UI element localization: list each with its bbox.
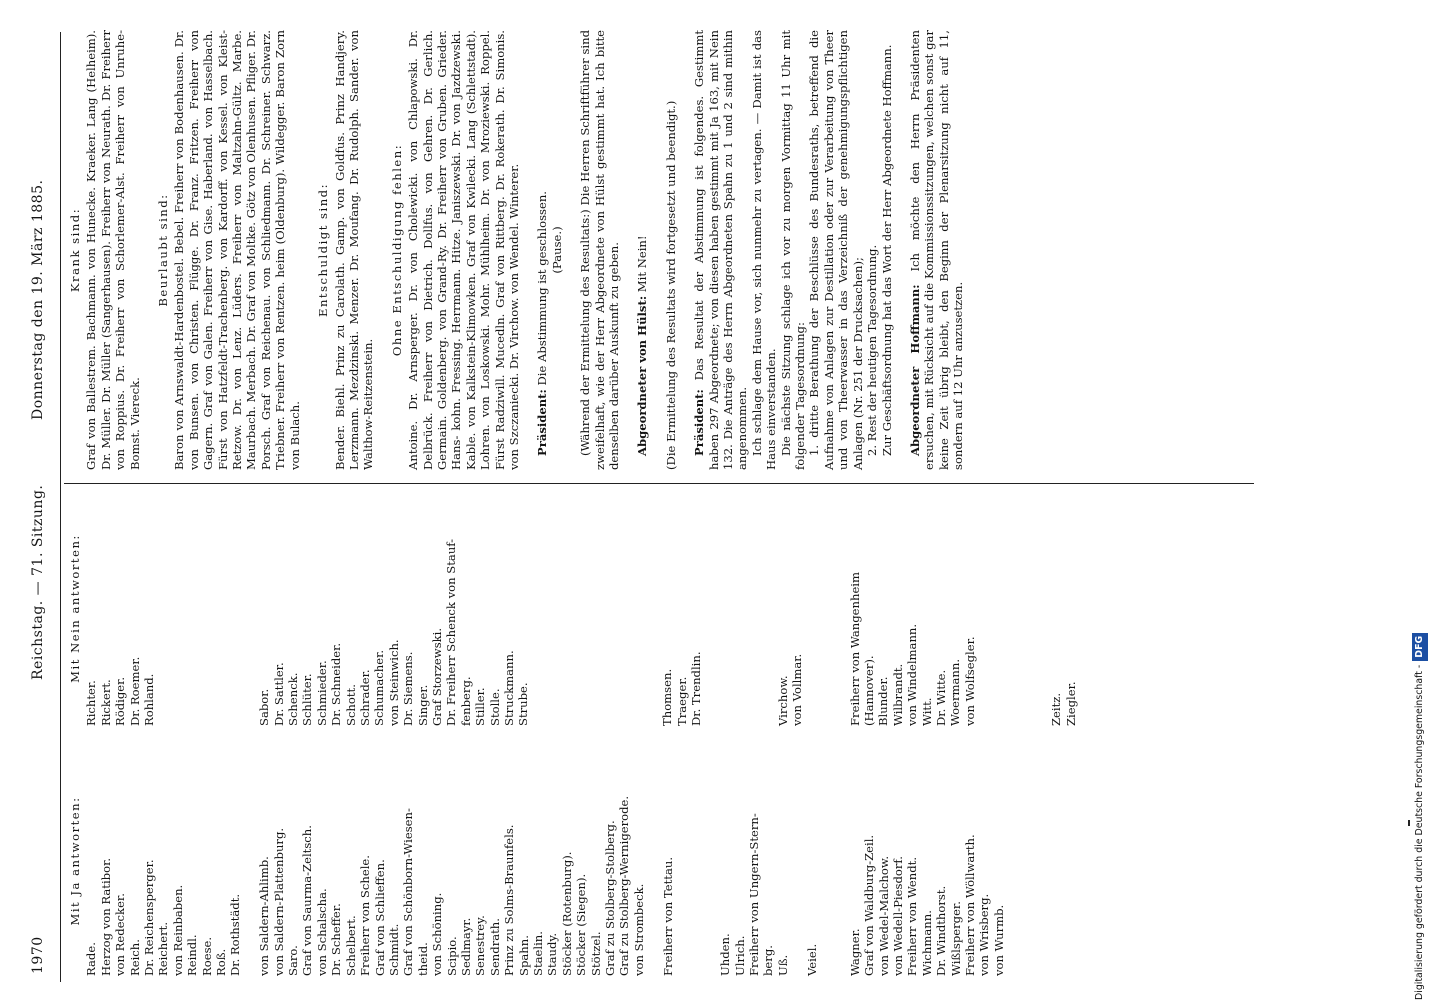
ja-name: Dr. Rothstädt. xyxy=(228,893,243,976)
nein-name: (Hannover). xyxy=(861,655,876,726)
nein-name xyxy=(214,491,228,726)
ja-name: von Reinbaben. xyxy=(170,884,185,976)
ohne-text: Antoine. Dr. Arnsperger. Dr. von Cholewicki. von Chlapowski. Dr. Delbrück. Freiherr von Dietrich. Dollfus. von Gehren. Dr. Gerlich. Germain. Goldenberg. von Grand-Ry. Dr. Freiherr von Gruben. Grieder. Hans- kohn. Fressing. Herrmann. Hitze. Janiszewski. Dr. von Jazdzewski. Kable. von Kalkstein-Klimowken. Graf von Kwilecki. Lang (Schlettstadt). Lohren. von Loskowski. Mohr. Mühlheim. Dr. von Mroziewski. Roppel. Fürst Radziwill. Mucedln. Graf von Rittberg. Dr. Rokerath. Dr. Simonis. von Szczaniecki. Dr. Virchow. von Wendel. Winterer. xyxy=(406,30,521,470)
nein-list xyxy=(84,491,1078,726)
nein-name: von Wolfsegler. xyxy=(962,636,977,726)
nein-name xyxy=(617,491,631,726)
header-left: Reichstag. — 71. Sitzung. xyxy=(30,484,46,680)
nein-name xyxy=(632,491,646,726)
funding-note-text xyxy=(1412,620,1428,1000)
ja-name: theid. xyxy=(415,942,430,976)
ja-column xyxy=(68,746,1006,976)
nein-name: Blunder. xyxy=(876,676,891,726)
ja-name: Uhden. xyxy=(718,933,733,976)
nein-name xyxy=(243,491,257,726)
beurlaubt-heading: Beurlaubt sind: xyxy=(156,193,171,307)
nein-name xyxy=(560,491,574,726)
ja-name: Schmidt. xyxy=(386,923,401,976)
nein-name xyxy=(977,491,991,726)
ja-name: Graf zu Stolberg-Wernigerode. xyxy=(617,795,632,976)
ja-name: Reichert. xyxy=(156,921,171,976)
ja-name: Sedlmayr. xyxy=(458,917,473,976)
nein-name: Ziegler. xyxy=(1063,681,1078,726)
ja-name: Prinz zu Solms-Braunfels. xyxy=(502,824,517,976)
ja-name: Graf von Schönborn-Wiesen- xyxy=(401,808,416,976)
nein-name: Strube. xyxy=(516,682,531,726)
ja-name: Schelbert. xyxy=(343,915,358,976)
header-rule xyxy=(60,32,61,982)
nein-name: Dr. Witte. xyxy=(934,669,948,726)
ja-name: Spahn. xyxy=(516,935,531,976)
nein-name: Schmieder. xyxy=(314,660,329,726)
nein-name: Dr. Siemens. xyxy=(401,651,416,726)
nein-name xyxy=(228,491,242,726)
nein-name xyxy=(171,491,185,726)
ja-name: Graf von Schlieffen. xyxy=(372,859,387,976)
ja-name: Stöcker (Rotenburg). xyxy=(559,851,574,976)
nein-name xyxy=(732,491,746,726)
hoffmann-statement: Abgeordneter Hoffmann: Ich möchte den Herrn Präsidenten ersuchen, mit Rücksicht auf die Kommissionssitzungen, welchen sonst gar keine Zeit übrig bleibt, den Beginn der Plenarsitzung nicht auf 11, sondern auf 12 Uhr anzusetzen. xyxy=(907,30,966,470)
krank-heading: Krank sind: xyxy=(68,207,82,293)
ja-name: Freiherr von Wöllwarth. xyxy=(963,834,978,976)
ja-name: von Wrisberg. xyxy=(977,893,992,976)
nein-column xyxy=(68,491,1078,726)
nein-name: Graf Storzewski. xyxy=(430,627,445,726)
nein-name: Schott. xyxy=(343,684,358,726)
nein-name: Woermann. xyxy=(948,658,963,726)
ja-name: Dr. Windthorst. xyxy=(934,885,949,976)
nein-name: Virchow. xyxy=(775,675,790,726)
ja-name xyxy=(675,746,689,976)
nein-name: Sabor. xyxy=(257,688,272,726)
nein-name: Zeitz. xyxy=(1049,692,1064,726)
vertagung-proposal: Ich schlage dem Hause vor, sich nunmehr zu vertagen. — Damit ist das Haus einverstanden. xyxy=(749,30,779,470)
entschuldigt-heading: Entschuldigt sind: xyxy=(316,182,331,318)
nein-heading: Mit Nein antworten: xyxy=(68,534,82,683)
nein-name: Rödiger. xyxy=(113,676,128,726)
nein-name xyxy=(761,491,775,726)
ja-name xyxy=(704,746,718,976)
ja-name: berg. xyxy=(761,945,776,976)
ja-name: Sendrath. xyxy=(487,918,502,976)
agenda-item-1: 1. dritte Berathung der Beschlüsse des Bundesraths, betreffend die Aufnahme von Anlagen zur Destillation oder zur Verarbeitung von Theer und von Theerwasser in das Verzeichniß der genehmigungspflichtigen Anlagen (Nr. 251 der Drucksachen); xyxy=(807,30,865,470)
ja-name: von Saldern-Ahlimb. xyxy=(257,856,272,976)
nein-name: von Steinwich. xyxy=(386,639,401,726)
nein-name: von Windelmann. xyxy=(905,623,920,726)
nein-name xyxy=(718,491,732,726)
nein-name: Thomsen. xyxy=(660,668,675,726)
nein-name: Schenck. xyxy=(285,672,300,726)
next-session: Die nächste Sitzung schlage ich vor zu morgen Vormittag 11 Uhr mit folgender Tagesordnung: xyxy=(778,30,808,470)
nein-name: Dr. Trendlin. xyxy=(689,651,704,726)
ohne-heading: Ohne Entschuldigung fehlen: xyxy=(389,143,404,357)
ja-name xyxy=(833,746,847,976)
ja-name: von Strombeck. xyxy=(631,883,646,976)
ja-name: Graf von Saurma-Zeltsch. xyxy=(300,825,315,976)
ja-list xyxy=(84,746,1006,976)
nein-name: Schrader. xyxy=(358,669,373,726)
ja-name: von Schöning. xyxy=(430,892,445,976)
nein-name xyxy=(200,491,214,726)
ja-name xyxy=(689,746,703,976)
nein-name: Witt. xyxy=(919,697,934,726)
ja-name: Staelin. xyxy=(530,931,545,976)
nein-name xyxy=(531,491,545,726)
header-right: Donnerstag den 19. März 1885. xyxy=(30,179,46,420)
funding-text: Digitalisierung gefördert durch die Deutsche Forschungsgemeinschaft - xyxy=(1414,664,1425,1000)
ja-name xyxy=(243,746,257,976)
nein-name xyxy=(804,491,818,726)
nein-name: Traeger. xyxy=(674,676,689,726)
ja-name: Scipio. xyxy=(444,936,459,976)
krank-text: Graf von Ballestrem. Bachmann. von Hunecke. Kraeker. Lang (Helheim). Dr. Müller. Dr. Müller (Sangerhausen). Freiherr von Neurath. Dr. Freiherr von Roppius. Dr. Freiherr von Schorlemer-Alst. Freiherr von Unruhe-Bomst. Viereck. xyxy=(84,30,142,470)
nein-name: Dr. Schneider. xyxy=(329,642,344,726)
ja-name: Dr. Reichensperger. xyxy=(142,859,157,976)
nein-name xyxy=(992,491,1006,726)
ja-name: Wißlsperger. xyxy=(948,901,963,976)
ja-name: Stötzel. xyxy=(588,931,603,976)
ja-name: Wagner. xyxy=(847,928,862,976)
ja-heading: Mit Ja antworten: xyxy=(68,796,82,926)
dfg-logo: DFG xyxy=(1412,633,1428,661)
ja-name: Freiherr von Wendt. xyxy=(905,857,920,976)
ja-name xyxy=(819,746,833,976)
ja-name: Roß. xyxy=(214,948,229,976)
pause-note: (Pause.) xyxy=(549,226,564,274)
ja-name: Herzog von Ratibor. xyxy=(98,857,113,976)
ermittlung-note-2: (Die Ermittelung des Resultats wird fortgesetzt und beendigt.) xyxy=(663,100,678,470)
funding-note xyxy=(1412,620,1428,1000)
ja-name: Reich. xyxy=(127,939,142,976)
nein-name: fenberg. xyxy=(458,676,473,726)
ja-name: Graf von Waldburg-Zeil. xyxy=(862,834,877,976)
nein-name xyxy=(588,491,602,726)
nein-name xyxy=(1035,491,1049,726)
nein-name: Rickert. xyxy=(98,679,113,726)
nein-name xyxy=(819,491,833,726)
nein-name: Freiherr von Wangenheim xyxy=(847,571,862,726)
nein-name xyxy=(747,491,761,726)
nein-name: Stolle. xyxy=(487,688,502,726)
nein-name: Schlüter. xyxy=(300,673,315,726)
ja-name: von Wedel-Malchow. xyxy=(876,855,891,976)
praesident-statement-2: Präsident: Das Resultat der Abstimmung ist folgendes. Gestimmt haben 297 Abgeordnete; von diesen haben gestimmt mit Ja 163, mit Nein 132. Die Anträge des Herrn Abgeordneten Spahn zu 1 und 2 sind mithin angenommen. xyxy=(692,30,750,470)
praesident-statement-1: Präsident: Die Abstimmung ist geschlossen. xyxy=(535,191,550,456)
nein-name xyxy=(545,491,559,726)
ja-name: von Saldern-Plattenburg. xyxy=(271,827,286,976)
ja-name: Uß. xyxy=(775,954,790,976)
ja-name: Staudy. xyxy=(545,932,560,976)
ja-name: Roese. xyxy=(199,936,214,976)
ja-name: Wichmann. xyxy=(919,910,934,976)
nein-name: Singer. xyxy=(415,684,430,726)
nein-name: Schumacher. xyxy=(372,649,387,726)
nein-name xyxy=(646,491,660,726)
page-number: 1970 xyxy=(30,936,46,974)
nein-name: Stiller. xyxy=(473,687,488,726)
ja-name: Freiherr von Schele. xyxy=(358,855,373,976)
nein-name xyxy=(574,491,588,726)
ermittlung-note-1: (Während der Ermittelung des Resultats:) Die Herren Schriftführer sind zweifelhaft, wie der Herr Abgeordnete von Hülst gestimmt hat. Ich bitte denselben darüber Auskunft zu geben. xyxy=(578,30,621,470)
nein-name: Struckmann. xyxy=(502,650,517,726)
nein-name xyxy=(1020,491,1034,726)
nein-name xyxy=(185,491,199,726)
geschaeftsordnung: Zur Geschäftsordnung hat das Wort der Herr Abgeordnete Hoffmann. xyxy=(879,44,894,456)
margin-mark xyxy=(1408,820,1410,826)
entschuldigt-text: Bender. Biehl. Prinz zu Carolath. Gamp. von Goldfus. Prinz Handjery. Lerzmann. Mezdzinski. Menzer. Dr. Moufang. Dr. Rudolph. Sander. von Walthow-Reitzenstein. xyxy=(332,30,376,470)
ja-name: von Wurmb. xyxy=(991,904,1006,976)
nein-name xyxy=(1006,491,1020,726)
huelst-statement: Abgeordneter von Hülst: Mit Nein! xyxy=(635,235,650,456)
nein-name xyxy=(833,491,847,726)
ja-name: Stöcker (Siegen). xyxy=(574,873,589,976)
nein-name xyxy=(156,491,170,726)
agenda-item-2: 2. Rest der heutigen Tagesordnung. xyxy=(865,244,880,456)
nein-name: Wilbrandt. xyxy=(890,663,905,726)
nein-name: Richter. xyxy=(84,680,99,726)
ja-name: Senestrey. xyxy=(473,915,488,976)
ja-name: von Schalscha. xyxy=(314,888,329,976)
text-column xyxy=(68,30,966,470)
nein-name xyxy=(704,491,718,726)
nein-name xyxy=(603,491,617,726)
nein-name: Rohland. xyxy=(142,673,157,726)
ja-name: Graf zu Stolberg-Stolberg. xyxy=(603,820,618,976)
ja-name: Freiherr von Ungern-Stern- xyxy=(747,813,762,976)
ja-name: Reindl. xyxy=(185,934,200,976)
ja-name xyxy=(646,746,660,976)
nein-name: von Vollmar. xyxy=(789,653,804,726)
ja-name: Veiel. xyxy=(804,943,819,976)
page-header xyxy=(28,20,52,980)
beurlaubt-text: Baron von Arnswaldt-Hardenbostel. Bebel. Freiherr von Bodenhausen. Dr. von Bunsen. von Christen. Flügge. Dr. Franz. Fritzen. Freiherr von Gagern. Graf von Galen. Freiherr von Gise. Haberland. von Hasselbach. Fürst von Hatzfeldt-Trachenberg. von Kardorff. von Kessel. von Kleist-Retzow. Dr. von Lenz. Lüders. Freiherr von Maltzahn-Gültz. Marbe. Maurbach. Merbach. Dr. Graf von Moltke. Götz von Olenhusen. Pfliger. Dr. Porsch. Graf von Reichenau. von Schliedmann. Dr. Schreiner. Schwarz. Triebner. Freiherr von Rentzen. heim (Oldenburg). Wildegger. Baron Zorn von Bulach. xyxy=(172,30,302,470)
ja-name: Ulrich. xyxy=(732,935,747,976)
ja-name: Saro. xyxy=(286,945,301,976)
nein-name: Dr. Freiherr Schenck von Stauf- xyxy=(444,538,459,726)
ja-name: Dr. Scheffer. xyxy=(329,903,344,976)
ja-name: von Wedell-Piesdorf. xyxy=(891,856,906,976)
ja-name: Rade. xyxy=(84,942,99,976)
column-divider xyxy=(64,483,1254,484)
nein-name: Dr. Roemer. xyxy=(127,656,142,726)
ja-name xyxy=(790,746,804,976)
nein-name: Dr. Sattler. xyxy=(271,662,286,726)
ja-name: Freiherr von Tettau. xyxy=(660,856,675,976)
ja-name: von Redecker. xyxy=(113,893,128,976)
